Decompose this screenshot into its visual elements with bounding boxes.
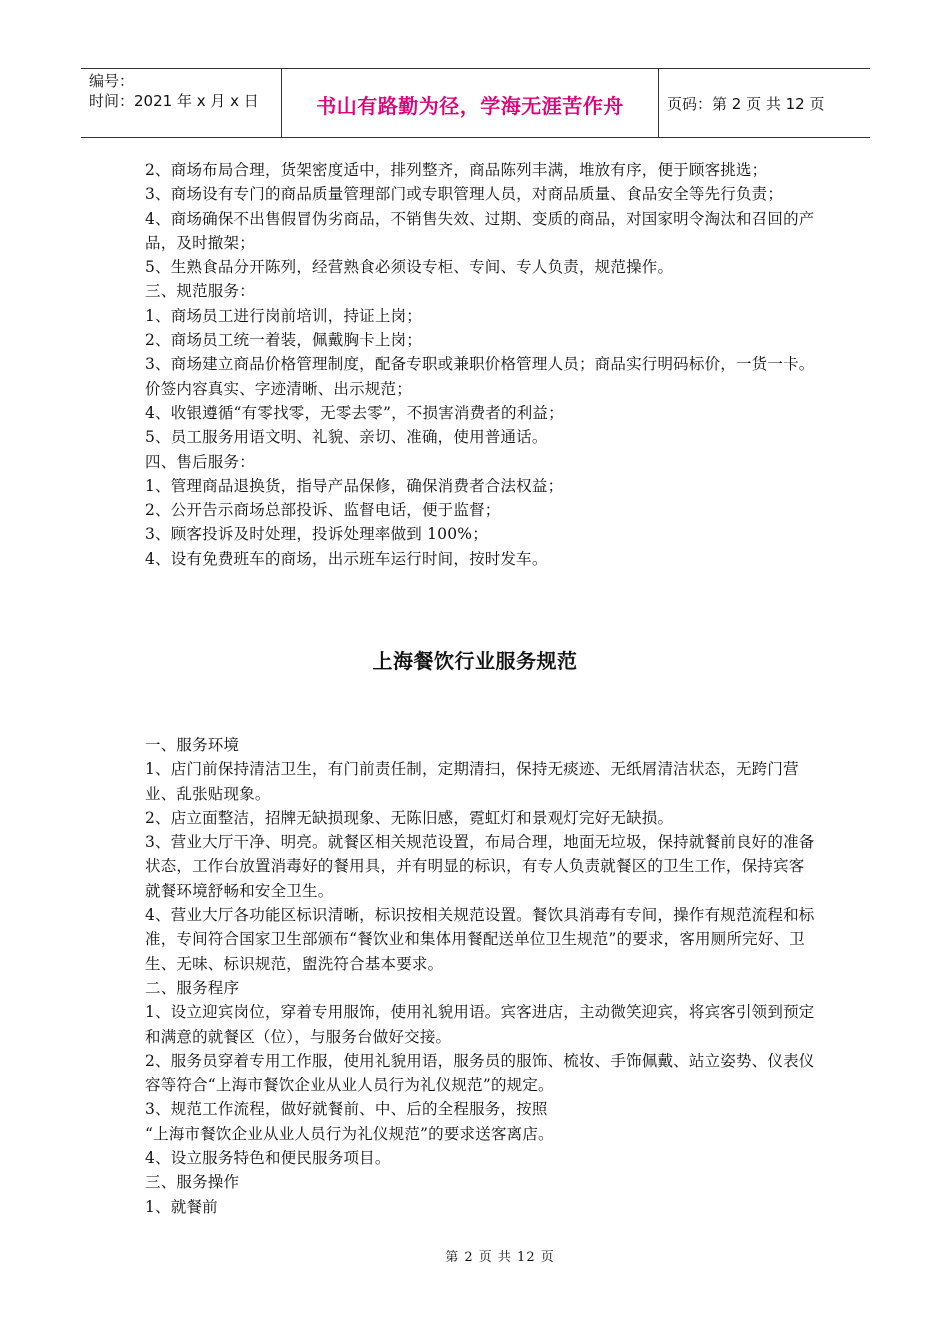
section-heading: 二、服务程序 (145, 978, 240, 997)
paragraph: 3、规范工作流程，做好就餐前、中、后的全程服务，按照 (145, 1100, 548, 1119)
paragraph: 4、营业大厅各功能区标识清晰，标识按相关规范设置。餐饮具消毒有专间，操作有规范流程和标准，专间符合国家卫生部颁布“餐饮业和集体用餐配送单位卫生规范”的要求，客用厕所完好、卫生、无味、标识规范，盥洗符合基本要求。 (145, 906, 815, 973)
paragraph: 3、商场设有专门的商品质量管理部门或专职管理人员，对商品质量、食品安全等先行负责； (145, 185, 784, 204)
page-footer: 第 2 页 共 12 页 (445, 1250, 555, 1265)
paragraph: 2、公开告示商场总部投诉、监督电话，便于监督； (145, 501, 501, 520)
paragraph: 4、设立服务特色和便民服务项目。 (145, 1149, 391, 1168)
paragraph: 1、设立迎宾岗位，穿着专用服饰，使用礼貌用语。宾客进店，主动微笑迎宾，将宾客引领到预定和满意的就餐区（位），与服务台做好交接。 (145, 1003, 815, 1046)
paragraph: 2、商场布局合理，货架密度适中，排列整齐，商品陈列丰满，堆放有序，便于顾客挑选； (145, 161, 768, 179)
paragraph: 1、商场员工进行岗前培训，持证上岗； (145, 306, 422, 325)
paragraph: 5、员工服务用语文明、礼貌、亲切、准确，使用普通话。 (145, 428, 548, 447)
paragraph: “上海市餐饮企业从业人员行为礼仪规范”的要求送客离店。 (145, 1124, 554, 1143)
header-table (81, 68, 870, 138)
paragraph: 1、就餐前 (145, 1197, 218, 1216)
header-left-cell (81, 69, 282, 137)
paragraph: 2、商场员工统一着装，佩戴胸卡上岗； (145, 331, 422, 350)
section-heading: 三、规范服务： (145, 282, 255, 301)
section-heading: 三、服务操作 (145, 1173, 240, 1192)
page-info: 页码：第 2 页 共 12 页 (667, 94, 825, 113)
paragraph: 2、服务员穿着专用工作服，使用礼貌用语，服务员的服饰、梳妆、手饰佩戴、站立姿势、仪表仪容等符合“上海市餐饮企业从业人员行为礼仪规范”的规定。 (145, 1051, 815, 1095)
paragraph: 4、设有免费班车的商场，出示班车运行时间，按时发车。 (145, 549, 548, 568)
paragraph: 5、生熟食品分开陈列，经营熟食必须设专柜、专间、专人负责，规范操作。 (145, 258, 674, 277)
time-label: 时间：2021 年 x 月 x 日 (89, 92, 259, 110)
paragraph: 1、管理商品退换货，指导产品保修，确保消费者合法权益； (145, 476, 564, 495)
header-page-cell (659, 69, 870, 137)
number-label: 编号： (89, 72, 135, 90)
paragraph: 3、顾客投诉及时处理，投诉处理率做到 100%； (145, 525, 488, 544)
paragraph: 4、商场确保不出售假冒伪劣商品，不销售失效、过期、变质的商品，对国家明令淘汰和召回的产品，及时撤架； (145, 209, 815, 252)
paragraph: 2、店立面整洁，招牌无缺损现象、无陈旧感，霓虹灯和景观灯完好无缺损。 (145, 808, 674, 827)
section1-body (145, 158, 815, 571)
header-motto-cell (282, 69, 659, 137)
paragraph: 1、店门前保持清洁卫生，有门前责任制，定期清扫，保持无痰迹、无纸屑清洁状态，无跨门营业、乱张贴现象。 (145, 760, 799, 803)
motto-text: 书山有路勤为径，学海无涯苦作舟 (316, 93, 624, 118)
section-heading: 一、服务环境 (145, 736, 240, 754)
section2-body (145, 733, 815, 1219)
paragraph: 3、商场建立商品价格管理制度，配备专职或兼职价格管理人员；商品实行明码标价，一货一卡。价签内容真实、字迹清晰、出示规范； (145, 355, 815, 398)
section2-title: 上海餐饮行业服务规范 (372, 649, 578, 673)
paragraph: 4、收银遵循“有零找零，无零去零”，不损害消费者的利益； (145, 403, 564, 422)
paragraph: 3、营业大厅干净、明亮。就餐区相关规范设置，布局合理，地面无垃圾，保持就餐前良好的准备状态，工作台放置消毒好的餐用具，并有明显的标识，有专人负责就餐区的卫生工作，保持宾客就餐环境舒畅和安全卫生。 (145, 833, 815, 900)
section-heading: 四、售后服务： (145, 452, 255, 471)
